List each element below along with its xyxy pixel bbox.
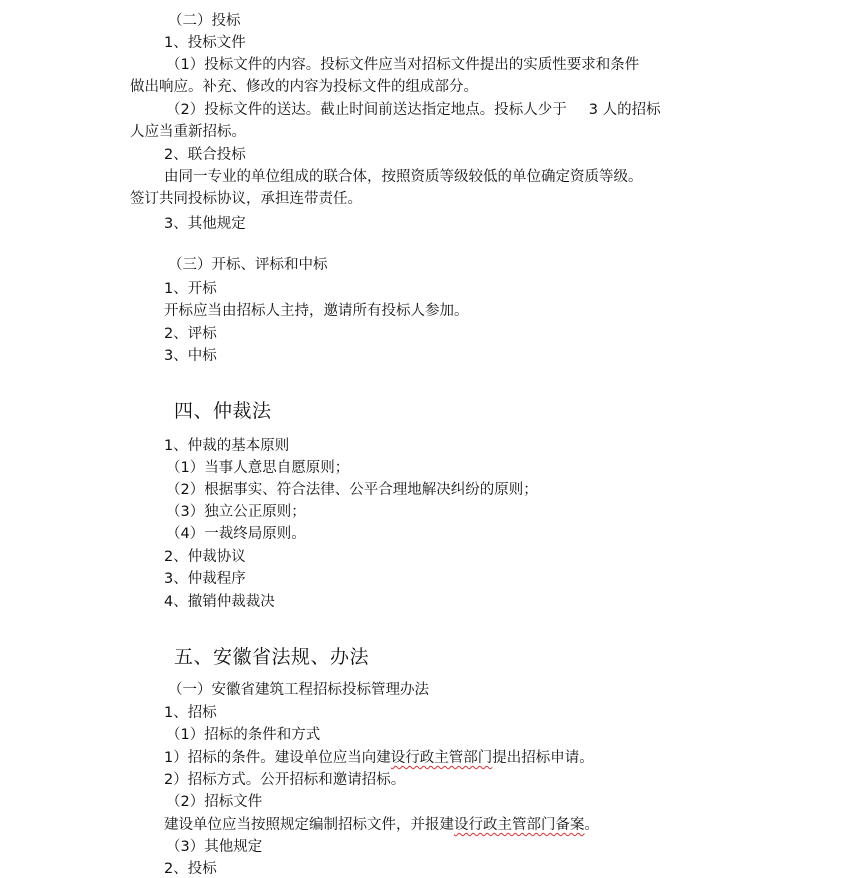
paragraph-consortium: 由同一专业的单位组成的联合体，按照资质等级较低的单位确定资质等级。 [164, 169, 643, 185]
item-revoke-award: 4、撤销仲裁裁决 [164, 594, 275, 610]
subitem-other-rules: （3）其他规定 [166, 839, 263, 855]
item-joint-bidding: 2、联合投标 [164, 147, 246, 163]
paragraph-bid-opening: 开标应当由招标人主持，邀请所有投标人参加。 [164, 303, 469, 319]
spellcheck-mark: 设行政主管部门 [390, 750, 493, 766]
tender-conditions-text: 1）招标的条件。建设单位应当向建 [164, 750, 391, 766]
section-heading-anhui: 五、安徽省法规、办法 [174, 646, 370, 668]
paragraph-tender-conditions [164, 749, 594, 767]
tender-documents-text: 建设单位应当按照规定编制招标文件，并报建 [164, 817, 454, 833]
paragraph-tender-documents [164, 816, 599, 834]
item-arbitration-procedure: 3、仲裁程序 [164, 571, 246, 587]
item-arbitration-agreement: 2、仲裁协议 [164, 549, 246, 565]
subsection-anhui-measures: （一）安徽省建筑工程招标投标管理办法 [168, 682, 429, 698]
subitem-tender-documents: （2）招标文件 [166, 794, 263, 810]
subsection-opening-heading: （三）开标、评标和中标 [168, 257, 328, 273]
principle-independence: （3）独立公正原则； [166, 504, 306, 520]
subsection-bidding-heading: （二）投标 [168, 13, 241, 29]
bid-delivery-text: （2）投标文件的送达。截止时间前送达指定地点。投标人少于 [166, 102, 567, 118]
section-heading-arbitration: 四、仲裁法 [174, 400, 272, 422]
item-bidding: 2、投标 [164, 861, 217, 877]
tender-documents-end: 。 [584, 817, 599, 833]
spellcheck-mark: 设行政主管部门备案 [454, 817, 585, 833]
item-tendering: 1、招标 [164, 705, 217, 721]
item-bid-award: 3、中标 [164, 348, 217, 364]
paragraph-bid-content: （1）投标文件的内容。投标文件应当对招标文件提出的实质性要求和条件 [166, 57, 640, 73]
item-bid-opening: 1、开标 [164, 281, 217, 297]
bid-delivery-count: 3 人的招标 [588, 102, 661, 118]
principle-voluntary: （1）当事人意思自愿原则； [166, 460, 350, 476]
subitem-conditions-methods: （1）招标的条件和方式 [166, 727, 321, 743]
item-other-rules: 3、其他规定 [164, 216, 246, 232]
principle-fairness: （2）根据事实、符合法律、公平合理地解决纠纷的原则； [166, 482, 538, 498]
paragraph-bid-content-continued: 做出响应。补充、修改的内容为投标文件的组成部分。 [130, 79, 478, 95]
item-bid-evaluation: 2、评标 [164, 326, 217, 342]
paragraph-bid-delivery [166, 101, 661, 119]
tender-conditions-end: 提出招标申请。 [492, 750, 594, 766]
item-bid-documents: 1、投标文件 [164, 35, 246, 51]
paragraph-tender-methods: 2）招标方式。公开招标和邀请招标。 [164, 772, 406, 788]
principle-finality: （4）一裁终局原则。 [166, 526, 306, 542]
item-arbitration-principles: 1、仲裁的基本原则 [164, 438, 290, 454]
paragraph-consortium-continued: 签订共同投标协议，承担连带责任。 [130, 191, 362, 207]
paragraph-bid-delivery-continued: 人应当重新招标。 [130, 124, 246, 140]
